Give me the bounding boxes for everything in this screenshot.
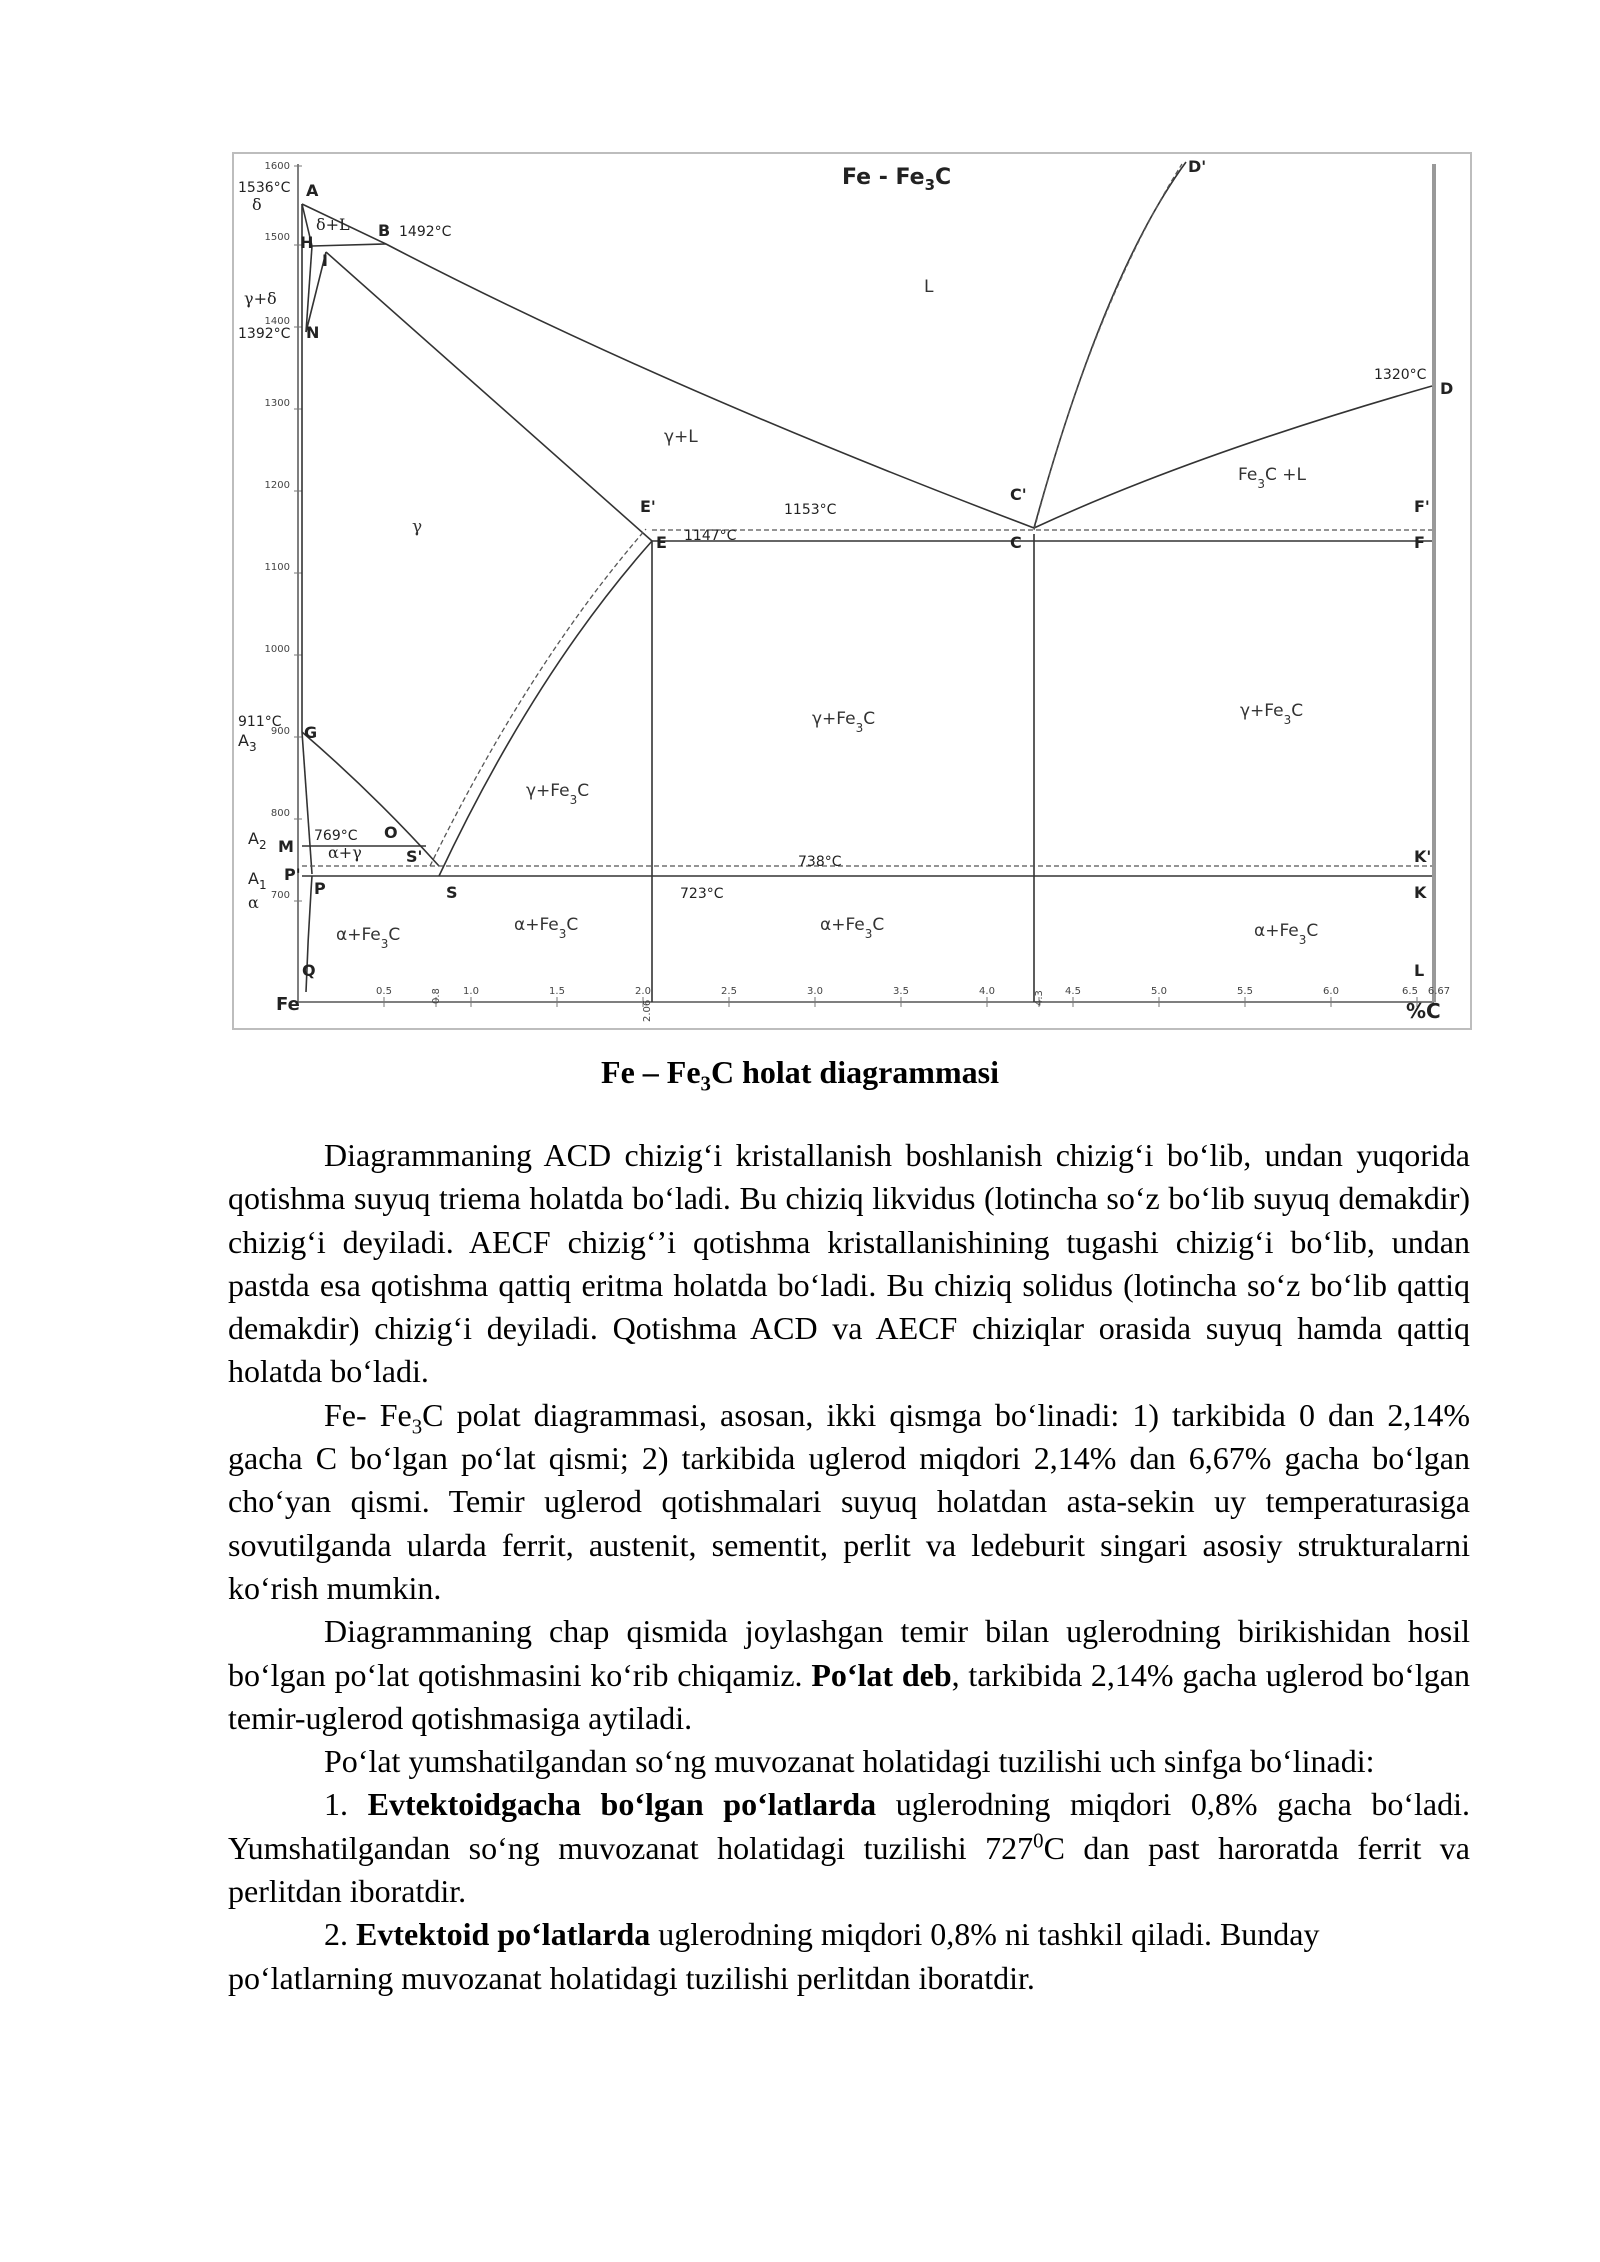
y-tick-1400: 1400 (264, 316, 290, 327)
diagram-title: Fe - $Fe_3C$ (842, 165, 952, 194)
point-a: A (306, 181, 319, 200)
point-d: D (1440, 379, 1454, 398)
paragraph-4: Po‘lat yumshatilgandan so‘ng muvozanat holatidagi tuzilishi uch sinfga bo‘linadi: (324, 1743, 1375, 1780)
fe-fe3c-phase-diagram (232, 152, 1472, 1030)
y-tick-700: 700 (270, 890, 290, 901)
bold-term-evtektoid: Evtektoid po‘latlarda (356, 1916, 651, 1953)
line-h-b (312, 244, 386, 246)
y-tick-1200: 1200 (264, 480, 290, 491)
y-tick-800: 800 (270, 808, 290, 819)
point-k-prime: K' (1414, 847, 1432, 866)
temp-738: 738°C (798, 854, 842, 870)
x-tick-0.8: 0.8 (431, 988, 442, 1004)
point-b: B (378, 221, 391, 240)
region-alpha-fe3c-3: $\alpha+Fe_3C$ (820, 915, 885, 941)
y-tick-1500: 1500 (264, 232, 290, 243)
axis-label-fe: Fe (276, 994, 300, 1015)
point-l: L (1414, 961, 1425, 980)
point-p: P (314, 879, 326, 898)
point-g: G (304, 723, 318, 742)
line-s-e (439, 541, 652, 876)
point-d-prime: D' (1188, 157, 1207, 176)
bold-term-evtektoidgacha: Evtektoidgacha bo‘lgan po‘latlarda (367, 1786, 877, 1823)
region-alpha-fe3c-2: $\alpha+Fe_3C$ (514, 915, 579, 941)
point-f: F (1414, 533, 1425, 552)
x-tick-2.06: 2.06 (642, 999, 653, 1022)
region-alpha-fe3c-1: $\alpha+Fe_3C$ (336, 925, 401, 951)
temp-1492: 1492°C (399, 224, 452, 240)
x-tick-3.0: 3.0 (807, 986, 823, 997)
region-gamma: γ (412, 517, 423, 537)
x-tick-4.0: 4.0 (979, 986, 995, 997)
temp-723: 723°C (680, 886, 724, 902)
x-tick-5.5: 5.5 (1237, 986, 1253, 997)
x-tick-6.67: 6.67 (1427, 986, 1451, 997)
line-c-dprime (1034, 162, 1186, 528)
x-tick-6.0: 6.0 (1323, 986, 1339, 997)
axis-label-c: %C (1406, 999, 1441, 1023)
region-gamma-fe3c-left: $\gamma+Fe_3C$ (526, 781, 590, 807)
phase-diagram-svg (234, 154, 1470, 1028)
label-alpha: α (248, 893, 259, 912)
point-s-prime: S' (406, 847, 423, 866)
point-p-prime: P' (284, 865, 301, 884)
point-s: S (446, 883, 458, 902)
y-tick-1100: 1100 (264, 562, 290, 573)
paragraph-1: Diagrammaning ACD chizig‘i kristallanish boshlanish chizig‘i bo‘lib, undan yuqorida qotishma suyuq triema holatda bo‘ladi. Bu chiziq likvidus (lotincha so‘z bo‘lib suyuq demakdir) chizig‘i deyiladi. AECF chizig‘’i qotishma kristallanishining tugashi chizig‘i bo‘lib, undan pastda esa qotishma qattiq eritma holatda bo‘ladi. Bu chiziq solidus (lotincha so‘z bo‘lib qattiq demakdir) chizig‘i deyiladi. Qotishma ACD va AECF chiziqlar orasida suyuq hamda qattiq holatda bo‘ladi. (228, 1137, 1470, 1390)
x-tick-4.5: 4.5 (1065, 986, 1081, 997)
y-tick-900: 900 (270, 726, 290, 737)
temp-1320: 1320°C (1374, 367, 1427, 383)
region-fe3c-l: $Fe_3C +L$ (1238, 465, 1306, 491)
point-q: Q (302, 961, 316, 980)
label-a2: $A_2$ (248, 829, 267, 852)
point-k: K (1414, 883, 1427, 902)
x-tick-0.5: 0.5 (376, 986, 392, 997)
temp-769: 769°C (314, 828, 358, 844)
bold-term-polat-deb: Po‘lat deb (811, 1656, 952, 1693)
point-i: I (322, 251, 328, 270)
paragraph-3: Diagrammaning chap qismida joylashgan temir bilan uglerodning birikishidan hosil bo‘lgan po‘lat qotishmasini ko‘rib chiqamiz. Po‘lat deb, tarkibida 2,14% gacha uglerod bo‘lgan temir-uglerod qotishmasiga aytiladi. (228, 1613, 1471, 1736)
line-g-p (302, 732, 312, 874)
region-alpha-fe3c-4: $\alpha+Fe_3C$ (1254, 921, 1319, 947)
paragraph-5: 1. Evtektoidgacha bo‘lgan po‘latlarda uglerodning miqdori 0,8% gacha bo‘ladi. Yumshatilgandan so‘ng muvozanat holatidagi tuzilishi $727^0C$ dan past haroratda ferrit va perlitdan iboratdir. (228, 1786, 1471, 1910)
x-tick-2.0: 2.0 (635, 986, 651, 997)
figure-caption: Fe – $Fe_3C$ holat diagrammasi (601, 1054, 999, 1096)
point-n: N (306, 323, 320, 342)
point-e-prime: E' (640, 497, 656, 516)
point-o: O (384, 823, 398, 842)
paragraph-2: Fe- $Fe_3C$ polat diagrammasi, asosan, ikki qismga bo‘linadi: 1) tarkibida 0 dan 2,14% gacha C bo‘lgan po‘lat qismi; 2) tarkibida uglerod miqdori 2,14% dan 6,67% gacha bo‘lgan cho‘yan qismi. Temir uglerod qotishmalari suyuq holatdan asta-sekin uy temperaturasiga sovutilganda ularda ferrit, austenit, sementit, perlit va ledeburit singari asosiy strukturalarni ko‘rish mumkin. (228, 1396, 1470, 1606)
temp-1536: 1536°C (238, 180, 291, 196)
paragraph-6: 2. Evtektoid po‘latlarda uglerodning miqdori 0,8% ni tashkil qiladi. Bunday po‘latlarning muvozanat holatidagi tuzilishi perlitdan iboratdir. (228, 1916, 1320, 1996)
label-alpha-gamma: α+γ (328, 843, 362, 862)
point-f-prime: F' (1414, 497, 1430, 516)
label-delta-l: δ+L (316, 215, 350, 234)
label-a1: $A_1$ (248, 869, 267, 892)
region-gamma-fe3c-center: $\gamma+Fe_3C$ (812, 709, 876, 735)
y-tick-1000: 1000 (264, 644, 290, 655)
y-tick-1300: 1300 (264, 398, 290, 409)
label-delta: δ (252, 195, 262, 214)
point-h: H (300, 233, 314, 252)
point-c: C (1010, 533, 1022, 552)
x-tick-6.5: 6.5 (1402, 986, 1418, 997)
temp-1392: 1392°C (238, 326, 291, 342)
region-gamma-fe3c-right: $\gamma+Fe_3C$ (1240, 701, 1304, 727)
label-a3: $A_3$ (238, 731, 257, 754)
x-tick-2.5: 2.5 (721, 986, 737, 997)
x-tick-4.3: 4.3 (1034, 990, 1045, 1006)
label-gamma-delta: γ+δ (244, 289, 277, 308)
x-tick-3.5: 3.5 (893, 986, 909, 997)
x-tick-1.5: 1.5 (549, 986, 565, 997)
document-body (228, 1134, 1470, 2000)
point-c-prime: C' (1010, 485, 1027, 504)
temp-1147: 1147°C (684, 528, 737, 544)
point-m: M (278, 837, 294, 856)
point-e: E (656, 533, 667, 552)
region-l: L (924, 277, 934, 297)
y-tick-1600: 1600 (264, 161, 290, 172)
x-tick-5.0: 5.0 (1151, 986, 1167, 997)
x-tick-1.0: 1.0 (463, 986, 479, 997)
dashed-line-sprime-eprime (430, 529, 646, 866)
region-gamma-l: γ+L (664, 427, 698, 447)
temp-911: 911°C (238, 714, 282, 730)
temp-1153: 1153°C (784, 502, 837, 518)
